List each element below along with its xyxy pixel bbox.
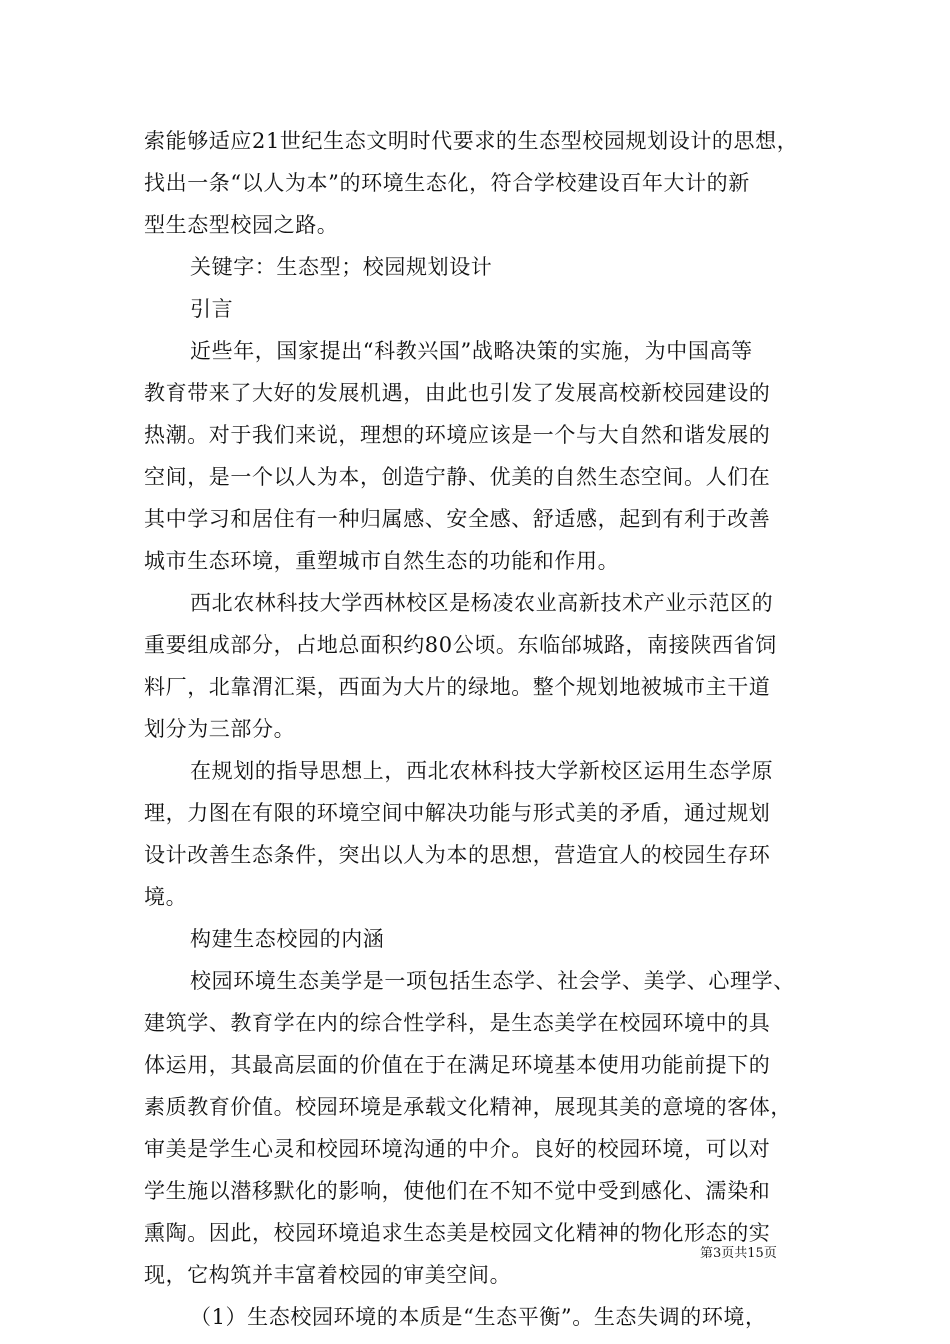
text-line: 设计改善生态条件，突出以人为本的思想，营造宜人的校园生存环 xyxy=(144,843,771,867)
paragraph-start: 西北农林科技大学西林校区是杨凌农业高新技术产业示范区的 xyxy=(190,591,774,615)
text-line: 学生施以潜移默化的影响，使他们在不知不觉中受到感化、濡染和 xyxy=(144,1179,771,1203)
text-line: 划分为三部分。 xyxy=(144,717,296,741)
document-body xyxy=(144,120,824,1338)
text-line: 型生态型校园之路。 xyxy=(144,213,339,237)
paragraph-start: 近些年，国家提出“科教兴国”战略决策的实施，为中国高等 xyxy=(190,339,753,363)
text-line: 境。 xyxy=(144,885,188,909)
paragraph-start: 校园环境生态美学是一项包括生态学、社会学、美学、心理学、 xyxy=(190,969,795,993)
text-line: 建筑学、教育学在内的综合性学科，是生态美学在校园环境中的具 xyxy=(144,1011,771,1035)
text-line: 其中学习和居住有一种归属感、安全感、舒适感，起到有利于改善 xyxy=(144,507,771,531)
keywords-line: 关键字：生态型；校园规划设计 xyxy=(190,255,493,279)
text-line: 素质教育价值。校园环境是承载文化精神，展现其美的意境的客体， xyxy=(144,1095,792,1119)
text-line: 理，力图在有限的环境空间中解决功能与形式美的矛盾，通过规划 xyxy=(144,801,771,825)
text-line: 找出一条“以人为本”的环境生态化，符合学校建设百年大计的新 xyxy=(144,171,750,195)
text-line: 审美是学生心灵和校园环境沟通的中介。良好的校园环境，可以对 xyxy=(144,1137,771,1161)
text-line: 索能够适应21世纪生态文明时代要求的生态型校园规划设计的思想， xyxy=(144,129,799,153)
text-line: 料厂，北靠渭汇渠，西面为大片的绿地。整个规划地被城市主干道 xyxy=(144,675,771,699)
section-heading-introduction: 引言 xyxy=(190,297,234,321)
section-heading-ecological-campus: 构建生态校园的内涵 xyxy=(190,927,385,951)
text-line: 教育带来了大好的发展机遇，由此也引发了发展高校新校园建设的 xyxy=(144,381,771,405)
text-line: 热潮。对于我们来说，理想的环境应该是一个与大自然和谐发展的 xyxy=(144,423,771,447)
page-number-footer: 第3页共15页 xyxy=(700,1246,777,1261)
paragraph-start: 在规划的指导思想上，西北农林科技大学新校区运用生态学原 xyxy=(190,759,774,783)
text-line: 重要组成部分，占地总面积约80公顷。东临邰城路，南接陕西省饲 xyxy=(144,633,777,657)
text-line: 熏陶。因此，校园环境追求生态美是校园文化精神的物化形态的实 xyxy=(144,1221,771,1245)
text-line: 城市生态环境，重塑城市自然生态的功能和作用。 xyxy=(144,549,620,573)
paragraph-start: （1）生态校园环境的本质是“生态平衡”。生态失调的环境， xyxy=(190,1305,767,1329)
text-line: 空间，是一个以人为本，创造宁静、优美的自然生态空间。人们在 xyxy=(144,465,771,489)
text-line: 体运用，其最高层面的价值在于在满足环境基本使用功能前提下的 xyxy=(144,1053,771,1077)
text-line: 现，它构筑并丰富着校园的审美空间。 xyxy=(144,1263,512,1287)
